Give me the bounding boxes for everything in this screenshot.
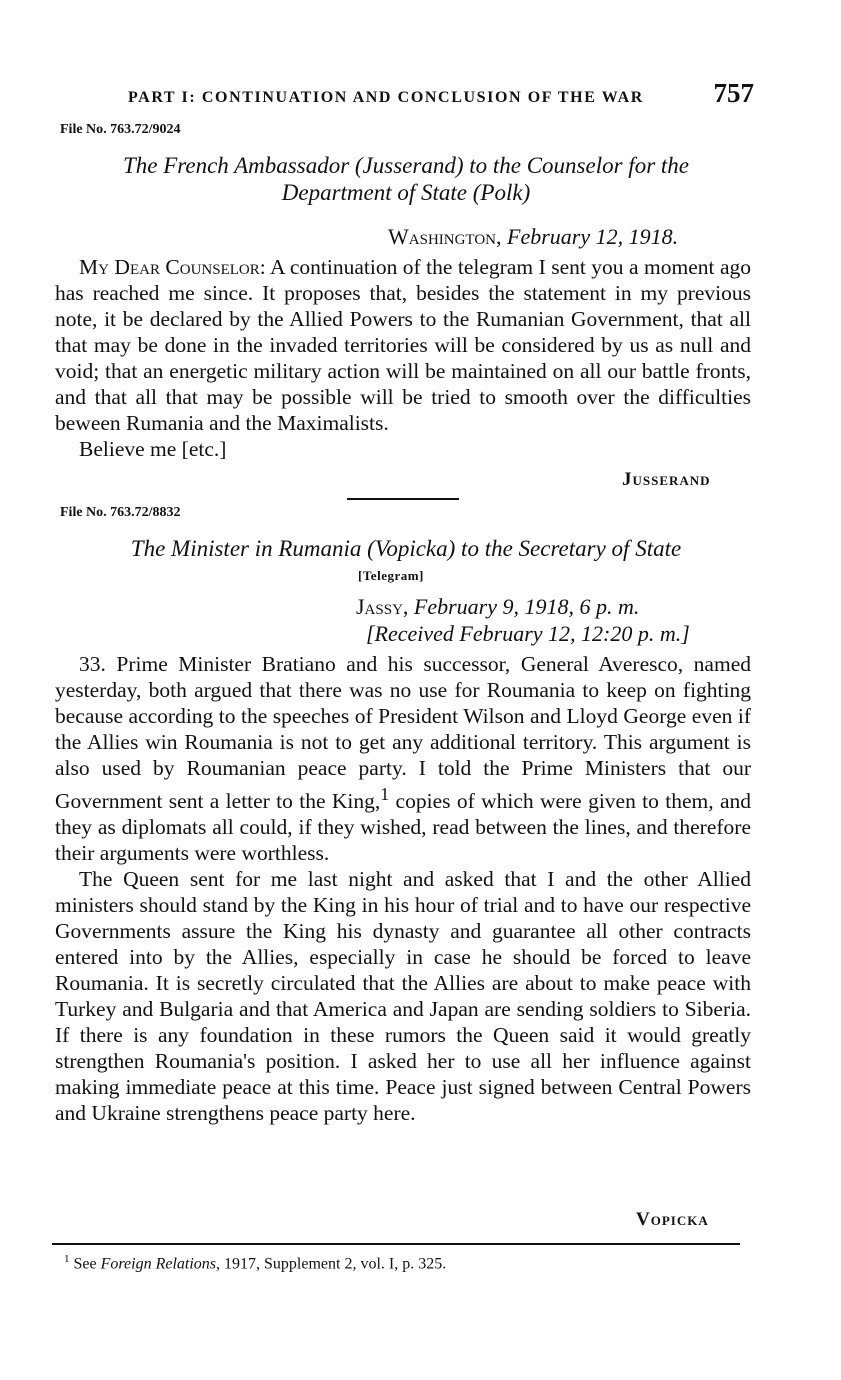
dateline-2 (356, 594, 639, 620)
running-head (128, 78, 754, 114)
closing: Believe me [etc.] (79, 437, 227, 461)
signature-1: Jusserand (622, 469, 711, 490)
document-title-1 (58, 152, 754, 206)
running-title: PART I: CONTINUATION AND CONCLUSION OF THE WAR (128, 89, 644, 106)
telegram-paragraph-1-text-b: copies of which were given to them, and they as diplomats all could, if they wished, read between the lines, and therefore their arguments were worthless. (55, 789, 751, 866)
letter-paragraph (55, 254, 751, 436)
file-number-2: File No. 763.72/8832 (60, 505, 181, 520)
telegram-label: [Telegram] (358, 568, 424, 583)
page-number: 757 (713, 78, 754, 108)
telegram-body (55, 651, 751, 1126)
letter-body-1 (55, 254, 751, 462)
section-divider (347, 498, 459, 500)
footnote-reference: 1 (380, 784, 390, 804)
document-title-2: The Minister in Rumania (Vopicka) to the Secretary of State (130, 536, 682, 561)
letter-body-text: A continuation of the telegram I sent you a moment ago has reached me since. It proposes that, besides the statement in my previous note, it be declared by the Allied Powers to the Rumanian Government, that all that may be done in the invaded territories will be considered by us as null and void; that an energetic military action will be maintained on all our battle fronts, and that all that may be possible will be tried to smooth over the difficulties beween Rumania and the Maximalists. (55, 255, 752, 435)
dateline-1 (388, 224, 678, 250)
file-number-1: File No. 763.72/9024 (60, 122, 181, 137)
footnote-divider (52, 1243, 740, 1245)
dateline-1-place: Washington, (388, 224, 502, 249)
received-line: [Received February 12, 12:20 p. m.] (366, 621, 690, 646)
footnote (64, 1253, 446, 1273)
telegram-paragraph-2: The Queen sent for me last night and asked that I and the other Allied ministers should stand by the King in his hour of trial and to have our respective Governments assure the King his dynasty and guarantee all other contracts entered into by the Allies, especially in case he should be forced to leave Roumania. It is secretly circulated that the Allies are about to make peace with Turkey and Bulgaria and that America and Japan are sending soldiers to Siberia. If there is any foundation in these rumors the Queen said it would greatly strengthen Roumania's position. I asked her to use all her influence against making immediate peace at this time. Peace just signed between Central Powers and Ukraine strengthens peace party here. (55, 867, 751, 1126)
dateline-2-date: February 9, 1918, 6 p. m. (413, 594, 640, 619)
telegram-paragraph-1-text-a: 33. Prime Minister Bratiano and his successor, General Averesco, named yesterday, both argued that there was no use for Roumania to keep on fighting because according to the speeches of President Wilson and Lloyd George even if the Allies win Roumania is not to get any additional territory. This argument is also used by Roumanian peace party. I told the Prime Ministers that our Government sent a letter to the King, (55, 652, 751, 814)
footnote-pre: See (69, 1255, 101, 1273)
document-title-1-line1: The French Ambassador (Jusserand) to the Counselor for the (122, 153, 689, 178)
document-title-1-line2: Department of State (Polk) (281, 180, 531, 205)
salutation: My Dear Counselor: (79, 255, 266, 279)
footnote-title: Foreign Relations, (100, 1255, 220, 1273)
telegram-paragraph-1 (55, 651, 751, 866)
footnote-rest: 1917, Supplement 2, vol. I, p. 325. (220, 1255, 447, 1273)
signature-2: Vopicka (636, 1209, 709, 1230)
footnote-mark: 1 (64, 1253, 70, 1265)
dateline-2-place: Jassy, (356, 594, 409, 619)
dateline-1-date: February 12, 1918. (507, 224, 679, 249)
